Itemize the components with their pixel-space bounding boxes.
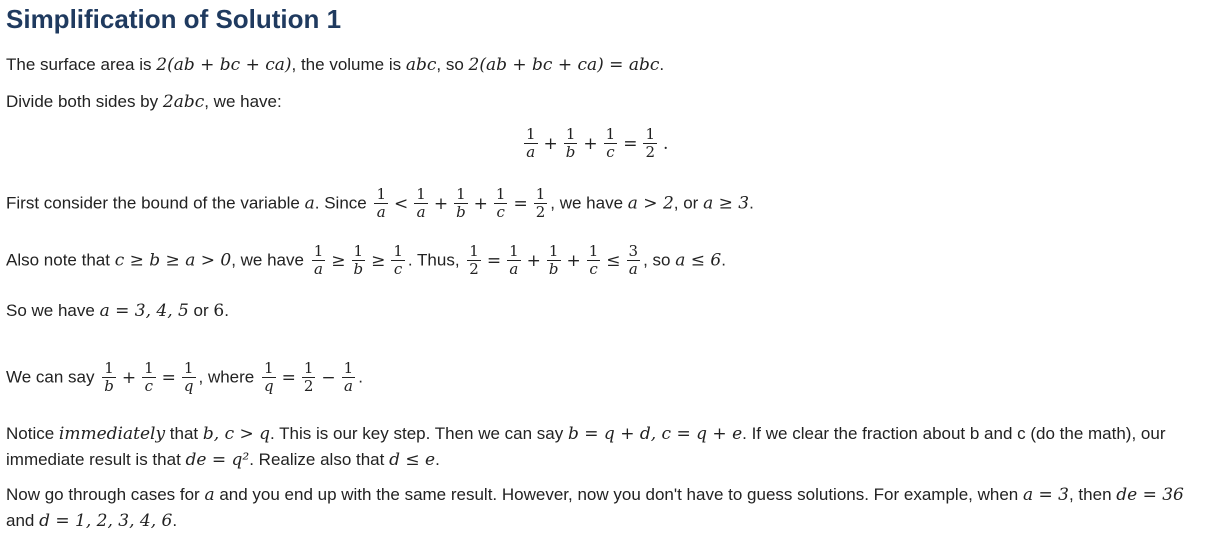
math: a [304, 193, 315, 214]
text: that [165, 424, 203, 443]
math: 6 [213, 301, 225, 321]
fraction: $\frac{1}{2}$ [535, 185, 546, 221]
math: d = 1, 2, 3, 4, 6 [39, 511, 173, 531]
math: b, c > q [202, 424, 271, 444]
text: Divide both sides by [6, 92, 163, 111]
text: So we have [6, 301, 100, 320]
math: de = q² [185, 450, 250, 470]
emphasis: immediately [58, 424, 166, 444]
display-equation: $\frac{1}{a}$ + $\frac{1}{b}$ + $\frac{1}{c}$ = $\frac{1}{2}$ . [526, 125, 669, 161]
fraction: $\frac{1}{a}$ [509, 242, 519, 278]
text: and you end up with the same result. However, now you don't have to guess solutions. For example, when [214, 485, 1023, 504]
substitution-line: We can say $\frac{1}{b}$ + $\frac{1}{c}$ = $\frac{1}{q}$ , where $\frac{1}{q}$ = $\frac{1}{2}$ − $\frac{1}{a}$ . [6, 359, 363, 395]
text: . [435, 450, 440, 469]
fraction: $\frac{1}{b}$ [104, 359, 114, 395]
text: , so [436, 55, 469, 74]
ordering-line: Also note that c ≥ b ≥ a > 0, we have $\frac{1}{a}$ ≥ $\frac{1}{b}$ ≥ $\frac{1}{c}$ . Thus, $\frac{1}{2}$ = $\frac{1}{a}$ + $\frac{1}{b}$ + $\frac{1}{c}$ ≤ $\frac{3}{a}$ , so a ≤ 6. [6, 242, 726, 278]
fraction: $\frac{1}{c}$ [144, 359, 154, 395]
page-title: Simplification of Solution 1 [6, 4, 342, 34]
fraction: $\frac{1}{a}$ [416, 185, 426, 221]
fraction: $\frac{1}{q}$ [183, 359, 194, 395]
text: . [172, 511, 178, 530]
math: 2(ab + bc + ca) = abc [468, 55, 660, 75]
fraction: $\frac{1}{c}$ [393, 242, 403, 278]
text: First consider the bound of the variable [6, 193, 305, 213]
fraction: $\frac{1}{a}$ [376, 185, 387, 221]
text: , where [198, 367, 259, 387]
text: or [188, 301, 214, 320]
math: a > 2 [627, 193, 674, 214]
fraction: $\frac{1}{c}$ [495, 185, 506, 221]
fraction: $\frac{1}{b}$ [353, 242, 364, 278]
values-line [6, 299, 229, 323]
text: . [749, 193, 754, 213]
math: de = 36 [1116, 485, 1184, 505]
fraction: $\frac{1}{2}$ [303, 359, 314, 395]
math: c ≥ b ≥ a > 0 [114, 250, 232, 271]
text: , we have [231, 250, 309, 270]
fraction: $\frac{1}{c}$ [588, 242, 599, 278]
key-step-paragraph [6, 421, 1196, 473]
cases-paragraph [6, 482, 1196, 534]
math: a ≥ 3 [703, 193, 750, 214]
text: The surface area is [6, 55, 157, 74]
text: . Realize also that [249, 450, 390, 469]
fraction: $\frac{1}{2}$ [469, 242, 479, 278]
text: . Thus, [407, 250, 465, 270]
text: , we have: [204, 92, 282, 111]
bound-line: First consider the bound of the variable a. Since $\frac{1}{a}$ < $\frac{1}{a}$ + $\frac{1}{b}$ + $\frac{1}{c}$ = $\frac{1}{2}$ , we have a > 2, or a ≥ 3. [6, 185, 754, 221]
text: Now go through cases for [6, 485, 205, 504]
text: . [358, 367, 363, 387]
math: b = q + d, c = q + e [568, 424, 743, 444]
fraction: $\frac{1}{a}$ [343, 359, 354, 395]
text: . [721, 250, 726, 270]
divide-line [6, 90, 282, 114]
math: 2abc [162, 92, 205, 112]
surface-volume-line [6, 53, 664, 77]
text: . This is our key step. Then we can say [270, 424, 568, 443]
text: , so [643, 250, 676, 270]
text: Notice [6, 424, 59, 443]
fraction: $\frac{1}{a}$ [313, 242, 324, 278]
text: Also note that [6, 250, 115, 270]
math: abc [405, 55, 437, 75]
text: , the volume is [291, 55, 406, 74]
text: . [659, 55, 665, 74]
fraction: $\frac{1}{c}$ [605, 125, 616, 161]
math: d ≤ e [389, 450, 436, 470]
fraction: $\frac{1}{2}$ [645, 125, 655, 161]
fraction: $\frac{1}{b}$ [456, 185, 466, 221]
text: and [6, 511, 40, 530]
text: , then [1068, 485, 1117, 504]
fraction: $\frac{1}{a}$ [526, 125, 536, 161]
fraction: $\frac{1}{b}$ [548, 242, 559, 278]
text: . Since [314, 193, 372, 213]
math: a = 3 [1022, 485, 1069, 505]
text: , or [673, 193, 704, 213]
math: a ≤ 6 [675, 250, 722, 271]
math: 2(ab + bc + ca) [156, 55, 292, 75]
text: We can say [6, 367, 100, 387]
text: . If we clear the fraction about b and c (do the math), our immediate result is that [6, 424, 1166, 469]
fraction: $\frac{1}{q}$ [263, 359, 274, 395]
text: . [224, 301, 229, 320]
fraction: $\frac{1}{b}$ [565, 125, 576, 161]
text: , we have [550, 193, 628, 213]
math: a = 3, 4, 5 [99, 301, 189, 321]
math: a [204, 485, 215, 505]
fraction: $\frac{3}{a}$ [628, 242, 639, 278]
